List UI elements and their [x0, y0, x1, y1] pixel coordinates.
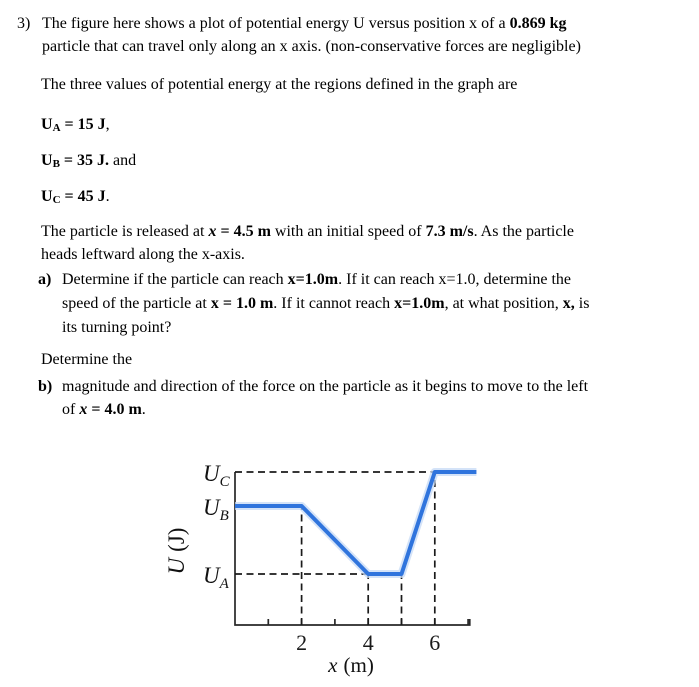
text-segment: x — [79, 401, 88, 418]
energy-value-uc — [17, 185, 682, 208]
text-segment: heads leftward along the x-axis. — [41, 246, 245, 263]
text-segment: = 35 J. — [59, 152, 110, 169]
energy-curve — [235, 472, 476, 574]
y-tick-label — [203, 495, 229, 524]
problem-intro — [17, 12, 682, 58]
text-segment: x, — [562, 295, 575, 312]
text-segment: The particle is released at — [41, 223, 209, 240]
part-a-line — [62, 316, 589, 340]
intro-paragraph — [42, 12, 581, 58]
text-segment: = 4.0 m — [87, 401, 142, 418]
text-segment: B — [52, 158, 60, 170]
y-tick-subscript: B — [219, 508, 229, 524]
x-tick-label: 6 — [429, 630, 441, 655]
text-segment: its turning point? — [62, 319, 172, 336]
text-segment: , at what position, — [444, 295, 563, 312]
release-line — [41, 243, 682, 266]
text-segment: = 4.5 m — [216, 223, 271, 240]
part-b-label: b) — [38, 378, 53, 395]
values-intro-line: The three values of potential energy at the regions defined in the graph are — [41, 76, 518, 93]
part-a-block — [17, 268, 682, 340]
part-a-line — [62, 268, 589, 292]
text-segment: The figure here shows a plot of potential energy U versus position x of a — [42, 15, 510, 32]
text-segment: . — [141, 401, 146, 418]
x-tick-label: 2 — [296, 630, 308, 655]
figure-area — [158, 448, 498, 687]
text-segment: magnitude and direction of the force on the particle as it begins to move to the left — [62, 378, 589, 395]
text-segment: speed of the particle at — [62, 295, 211, 312]
release-paragraph — [17, 220, 682, 266]
y-axis-title-symbol: U — [164, 557, 189, 575]
x-tick-label: 4 — [362, 630, 374, 655]
y-axis-title-unit: (J) — [164, 527, 189, 552]
problem-text-block — [17, 12, 682, 421]
text-segment: . If it can reach x=1.0, determine the — [338, 271, 572, 288]
text-segment: 0.869 kg — [509, 15, 567, 32]
part-a-text — [62, 268, 589, 340]
text-segment: x = 1.0 m — [210, 295, 274, 312]
text-segment: U — [41, 152, 53, 169]
y-tick-label — [203, 563, 230, 592]
x-axis-title-symbol: x — [328, 653, 338, 677]
y-tick-symbol: U — [203, 495, 220, 520]
text-segment: x=1.0m — [287, 271, 339, 288]
y-tick-subscript: A — [219, 576, 229, 592]
text-segment: , — [105, 116, 110, 133]
text-segment: x=1.0m — [394, 295, 445, 312]
text-segment: = 45 J — [60, 188, 106, 205]
text-segment: . As the particle — [473, 223, 574, 240]
text-segment: U — [41, 188, 53, 205]
text-segment: = 15 J — [60, 116, 106, 133]
text-segment: C — [52, 194, 61, 206]
text-segment: A — [52, 122, 61, 134]
y-tick-symbol: U — [203, 563, 220, 588]
y-tick-subscript: C — [219, 474, 230, 490]
intro-line — [42, 35, 581, 58]
x-axis-title-unit: (m) — [343, 653, 374, 677]
determine-line: Determine the — [41, 351, 133, 368]
part-b-line — [62, 375, 588, 398]
problem-number: 3) — [17, 15, 31, 32]
x-axis-title — [327, 653, 374, 677]
energy-value-ub — [17, 149, 682, 172]
text-segment: x — [208, 223, 217, 240]
text-segment: . If it cannot reach — [273, 295, 395, 312]
intro-line — [42, 12, 581, 35]
text-segment: is — [574, 295, 590, 312]
text-segment: 7.3 m/s — [425, 223, 474, 240]
text-segment: . — [105, 188, 110, 205]
release-line — [41, 220, 682, 243]
part-a-line — [62, 292, 589, 316]
potential-energy-plot — [158, 448, 498, 682]
part-b-block — [17, 375, 682, 421]
y-tick-label — [203, 461, 231, 490]
text-segment: U — [41, 116, 53, 133]
text-segment: of — [62, 401, 80, 418]
energy-value-ua — [17, 113, 682, 136]
part-a-label: a) — [38, 271, 52, 288]
text-segment: and — [109, 152, 137, 169]
y-tick-symbol: U — [203, 461, 220, 486]
text-segment: Determine if the particle can reach — [62, 271, 288, 288]
part-b-text — [62, 375, 588, 421]
y-axis-title — [164, 528, 189, 575]
text-segment: particle that can travel only along an x axis. (non-conservative forces are negligible) — [42, 38, 581, 55]
text-segment: with an initial speed of — [270, 223, 426, 240]
part-b-line — [62, 398, 588, 421]
